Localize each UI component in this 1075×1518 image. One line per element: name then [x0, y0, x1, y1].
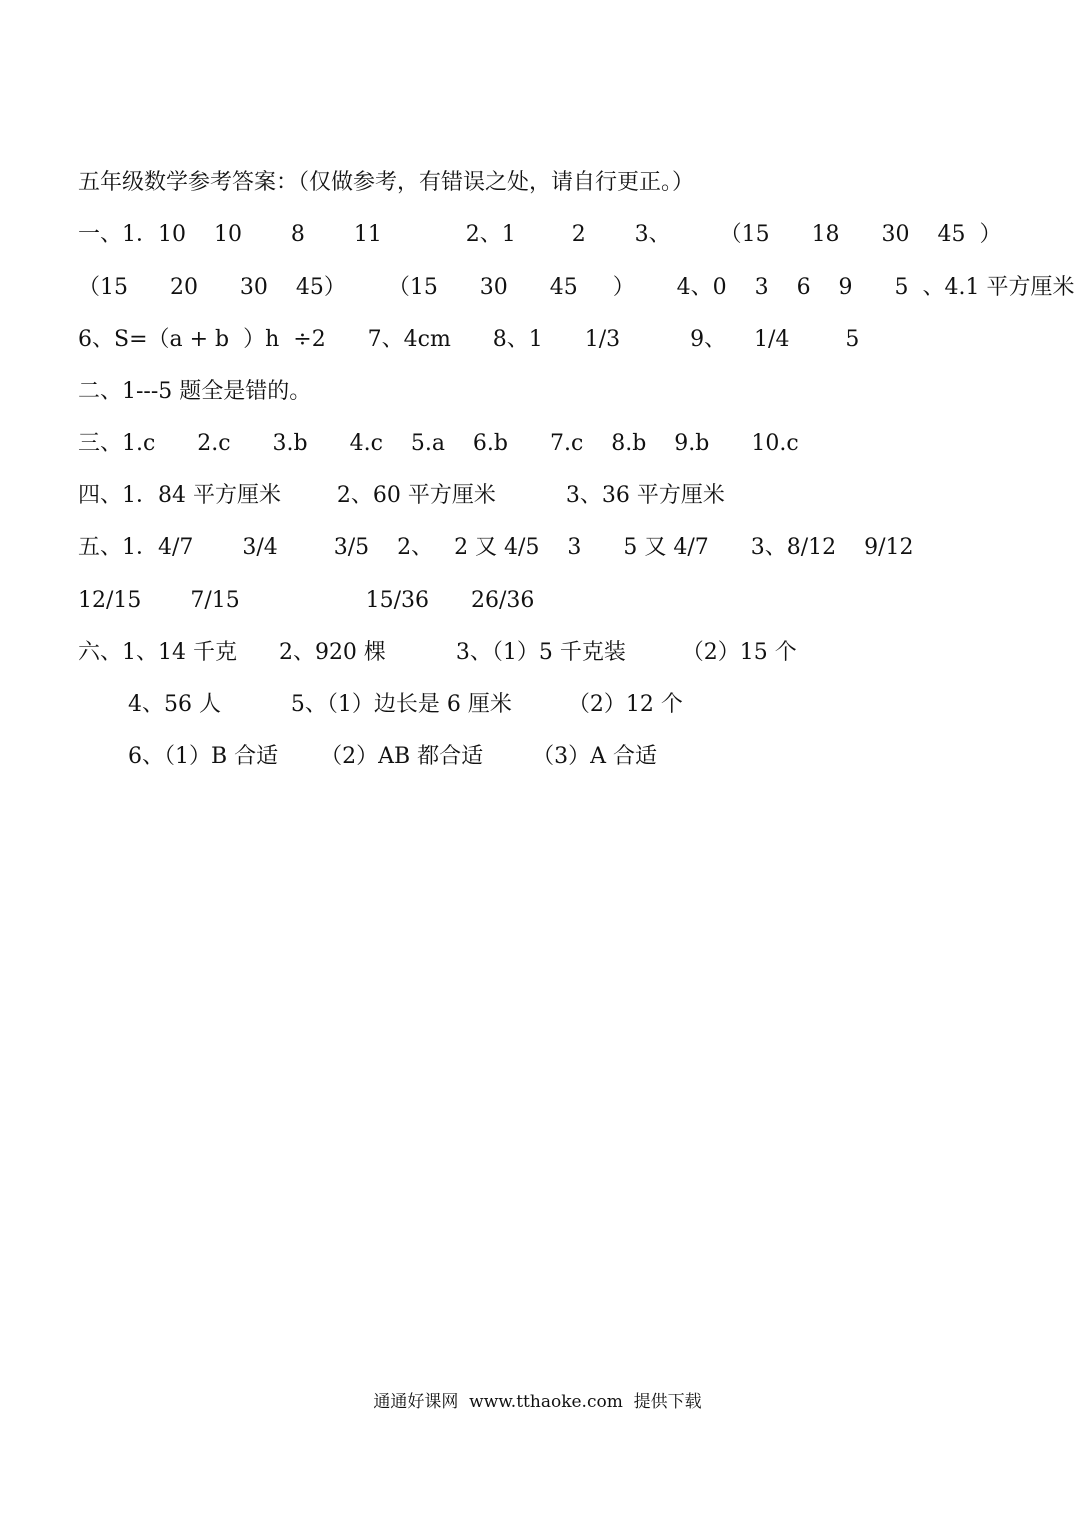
section-6-line-2: 4、56 人 5、（1）边长是 6 厘米 （2）12 个: [128, 692, 683, 717]
section-5-line-1: 五、1．4/7 3/4 3/5 2、 2 又 4/5 3 5 又 4/7 3、8/12 9/12: [78, 535, 914, 560]
answer-key-title: 五年级数学参考答案：（仅做参考，有错误之处，请自行更正。）: [78, 170, 695, 195]
section-5-line-2: 12/15 7/15 15/36 26/36: [78, 588, 535, 613]
section-2-line: 二、1---5 题全是错的。: [78, 379, 312, 404]
section-1-line-3: 6、S=（a + b ）h ÷2 7、4cm 8、1 1/3 9、 1/4 5: [78, 327, 860, 352]
section-3-line: 三、1.c 2.c 3.b 4.c 5.a 6.b 7.c 8.b 9.b 10.c: [78, 431, 799, 456]
section-6-line-3: 6、（1）B 合适 （2）AB 都合适 （3）A 合适: [128, 744, 657, 769]
section-1-line-1: 一、1．10 10 8 11 2、1 2 3、 （15 18 30 45 ）: [78, 222, 1002, 247]
section-4-line: 四、1．84 平方厘米 2、60 平方厘米 3、36 平方厘米: [78, 483, 725, 508]
footer-credit: 通通好课网 www.tthaoke.com 提供下载: [373, 1392, 702, 1412]
section-6-line-1: 六、1、14 千克 2、920 棵 3、（1）5 千克装 （2）15 个: [78, 640, 797, 665]
section-1-line-2: （15 20 30 45） （15 30 45 ） 4、0 3 6 9 5 、4.1 平方厘米: [78, 275, 1075, 300]
